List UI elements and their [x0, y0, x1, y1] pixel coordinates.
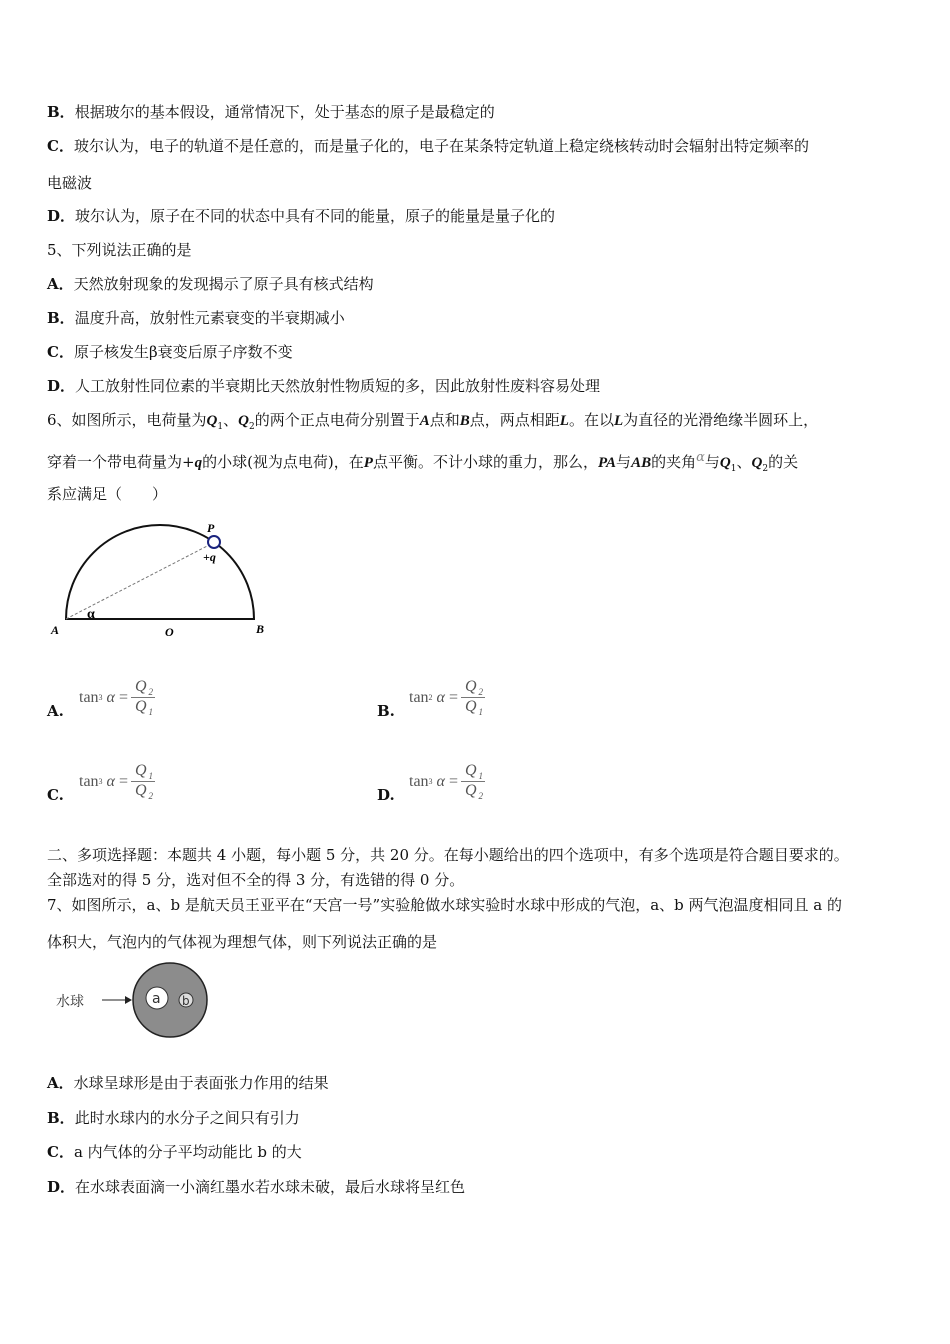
charged-ball — [208, 536, 220, 548]
q7-option-a: A．水球呈球形是由于表面张力作用的结果 — [47, 1074, 329, 1092]
q6-stem-line2: 穿着一个带电荷量为+q的小球(视为点电荷)，在P点平衡。不计小球的重力，那么，PA与AB的夹角α与$Q_1$、$Q_2$的关 — [47, 450, 799, 474]
q4-option-c-cont: 电磁波 — [47, 174, 93, 192]
section2-scoring: 全部选对的得 5 分，选对但不全的得 3 分，有选错的得 0 分。 — [47, 871, 465, 889]
q5-option-b: B．温度升高，放射性元素衰变的半衰期减小 — [47, 309, 345, 327]
q4-option-b: B．根据玻尔的基本假设，通常情况下，处于基态的原子是最稳定的 — [47, 103, 495, 121]
q7-option-b: B．此时水球内的水分子之间只有引力 — [47, 1109, 300, 1127]
q5-option-c: C．原子核发生β衰变后原子序数不变 — [47, 343, 293, 361]
bubble-a: a — [152, 991, 161, 1007]
q6-stem-line1: 6、如图所示，电荷量为$Q_1$、$Q_2$的两个正点电荷分别置于A点和B点，两点相距L。在以L为直径的光滑绝缘半圆环上， — [47, 411, 819, 432]
label-b: B — [256, 622, 265, 636]
label-alpha: α — [87, 607, 95, 622]
bubble-b: b — [182, 994, 190, 1008]
label-a: A — [51, 623, 60, 637]
q4-option-c: C．玻尔认为，电子的轨道不是任意的，而是量子化的，电子在某条特定轨道上稳定绕核转动时会辐射出特定频率的 — [47, 137, 809, 155]
label-o: O — [165, 625, 174, 639]
section2-instructions: 二、多项选择题：本题共 4 小题，每小题 5 分，共 20 分。在每小题给出的四个选项中，有多个选项是符合题目要求的。 — [47, 846, 849, 864]
label-p: P — [207, 521, 215, 535]
q5-stem: 5、下列说法正确的是 — [47, 241, 192, 259]
semicircle-diagram — [45, 520, 275, 645]
q7-option-d: D．在水球表面滴一小滴红墨水若水球未破，最后水球将呈红色 — [47, 1178, 466, 1196]
water-ball-label: 水球 — [56, 994, 84, 1010]
q7-stem-line2: 体积大，气泡内的气体视为理想气体，则下列说法正确的是 — [47, 933, 438, 951]
q7-option-c: C．a 内气体的分子平均动能比 b 的大 — [47, 1143, 302, 1161]
q5-option-a: A．天然放射现象的发现揭示了原子具有核式结构 — [47, 275, 374, 293]
water-ball-diagram — [50, 958, 215, 1043]
q6-stem-line3: 系应满足（ ） — [47, 485, 168, 503]
q5-option-d: D．人工放射性同位素的半衰期比天然放射性物质短的多，因此放射性废料容易处理 — [47, 377, 601, 395]
exam-page: B．根据玻尔的基本假设，通常情况下，处于基态的原子是最稳定的 C．玻尔认为，电子的轨道不是任意的，而是量子化的，电子在某条特定轨道上稳定绕核转动时会辐射出特定频率的 电磁波 D．玻尔认为，原子在不同的状态中具有不同的能量，原子的能量是量子化的 5、下列说法正确的是 A．天然放射现象的发现揭示了原子具有核式结构 B．温度升高，放射性元素衰变的半衰期减小 C．原子核发生β衰变后原子序数不变 D．人工放射性同位素的半衰期比天然放射性物质短的多，因此放射性废料容易处理 6、如图所示，电荷量为$Q_1$、$Q_2$的两个正点电荷分别置于A点和B点，两点相距L。在以L为直径的光滑绝缘半圆环上， 穿着一个带电荷量为+q的小球(视为点电荷)，在P点平衡。不计小球的重力，那么，PA与AB的夹角α与$Q_1$、$Q_2$的关 系应满足（ ） P +q α A O B A. tan 3 α = $\frac{Q _2}{Q _1}$ B. tan 2 α = $\frac{Q _2}{Q _1}$ C. tan 3 α = $\frac{Q _1}{Q _2}$ D. tan 3 α = $\frac{Q _1}{Q _2}$ 二、多项选择题：本题共 4 小题，每小题 5 分，共 20 分。在每小题给出的四个选项中，有多个选项是符合题目要求的。 全部选对的得 5 分，选对但不全的得 3 分，有选错的得 0 分。 7、如图所示，a、b 是航天员王亚平在“天宫一号”实验舱做水球实验时水球中形成的气泡，a、b 两气泡温度相同且 a 的 体积大，气泡内的气体视为理想气体，则下列说法正确的是 水球 a b A．水球呈球形是由于表面张力作用的结果 B．此时水球内的水分子之间只有引力 C．a 内气体的分子平均动能比 b 的大 D．在水球表面滴一小滴红墨水若水球未破，最后水球将呈红色 — [0, 0, 950, 1344]
label-q: +q — [203, 550, 216, 564]
q4-option-d: D．玻尔认为，原子在不同的状态中具有不同的能量，原子的能量是量子化的 — [47, 207, 556, 225]
q7-stem-line1: 7、如图所示，a、b 是航天员王亚平在“天宫一号”实验舱做水球实验时水球中形成的气泡，a、b 两气泡温度相同且 a 的 — [47, 896, 842, 914]
